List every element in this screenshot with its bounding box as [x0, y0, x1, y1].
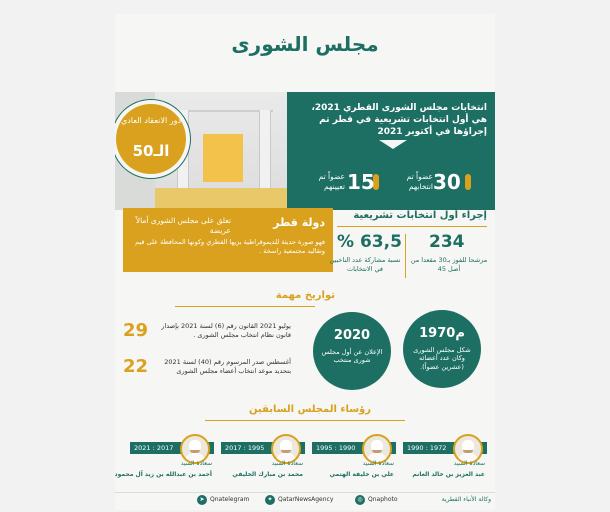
pill-icon — [465, 174, 471, 190]
president-name: عبد العزيز بن خالد الغانم — [412, 471, 485, 478]
footer — [115, 492, 495, 510]
timeline-circle — [403, 310, 481, 388]
session-label: دور الانعقاد العادي — [120, 116, 182, 125]
appointed-count: 15 — [347, 170, 375, 194]
elected-label: عضواً تم انتخابهم — [406, 172, 433, 191]
instagram-icon[interactable]: ◎ — [355, 495, 365, 505]
president-title: سعادة السيد — [180, 460, 212, 467]
session-badge — [116, 104, 186, 174]
date-day: 29 — [123, 320, 149, 341]
twitter-handle[interactable]: QatarNewsAgency — [278, 496, 334, 503]
president-card — [115, 434, 214, 484]
twitter-icon[interactable]: ✦ — [265, 495, 275, 505]
president-years: 2017 : 2021 — [134, 444, 174, 452]
president-card — [221, 434, 305, 484]
date-row — [123, 318, 293, 346]
page-title: مجلس الشورى — [231, 32, 379, 56]
appointed-label: عضواً تم تعيينهم — [318, 172, 345, 191]
dates-title: تواريخ مهمة — [275, 290, 335, 301]
president-name: محمد بن مبارك الخليفي — [232, 471, 303, 478]
divider — [337, 226, 487, 227]
telegram-icon[interactable]: ➤ — [197, 495, 207, 505]
divider — [405, 234, 406, 278]
candidates-label: مرشحا للفوز بـ30 مقعدا من أصل 45 — [410, 256, 488, 273]
date-text: يوليو 2021 القانون رقم (6) لسنة 2021 بإصدار قانون نظام انتخاب مجلس الشورى . — [161, 322, 291, 339]
date-row — [123, 354, 293, 382]
president-years: 1972 : 1990 — [407, 444, 447, 452]
circle-label: شكل مجلس الشورى وكان عدد أعضائه (عشرين عضواً). — [413, 346, 471, 371]
hero-panel — [287, 92, 495, 210]
first-election-title: إجراء أول انتخابات تشريعية — [353, 210, 487, 221]
divider — [205, 420, 405, 421]
state-card — [123, 208, 333, 272]
date-day: 22 — [123, 356, 149, 377]
date-text: أغسطس صدر المرسوم رقم (40) لسنة 2021 بتحديد موعد انتخاب أعضاء مجلس الشورى — [164, 358, 291, 375]
infographic-card — [115, 14, 495, 510]
session-number: الـ50 — [132, 142, 170, 160]
turnout-value: 63,5 % — [337, 232, 402, 252]
presidents-title: رؤساء المجلس السابقين — [248, 404, 372, 415]
president-card — [312, 434, 396, 484]
turnout-label: نسبة مشاركة عدد الناخبين في الانتخابات — [329, 256, 401, 273]
elected-count: 30 — [433, 170, 461, 194]
photo-handle[interactable]: Qnaphoto — [368, 496, 398, 503]
state-subheading: تعلق على مجلس الشورى أمالاً عريضة — [135, 216, 231, 235]
president-name: علي بن خليفة الهتمي — [329, 471, 394, 478]
chevron-down-icon — [379, 140, 407, 149]
telegram-handle[interactable]: Qnatelegram — [210, 496, 250, 503]
president-card — [403, 434, 487, 484]
president-years: 1990 : 1995 — [316, 444, 356, 452]
circle-year: 1970م — [419, 326, 465, 341]
hero-headline: انتخابات مجلس الشورى القطري 2021، هي أول انتخابات تشريعية في قطر تم إجراؤها في أكتوبر 2021 — [311, 103, 487, 138]
state-body: فهو صورة حديثة للديموقراطية بزيها القطري وكونها المحافظة على قيم وتقاليد مجتمعية راسخة . — [135, 238, 325, 255]
candidates-count: 234 — [429, 232, 465, 252]
qna-logo: وكالة الأنباء القطرية — [441, 496, 491, 503]
president-title: سعادة السيد — [271, 460, 303, 467]
president-years: 1995 : 2017 — [225, 444, 265, 452]
president-name: أحمد بن عبدالله بن زيد آل محمود — [115, 471, 212, 478]
president-title: سعادة السيد — [362, 460, 394, 467]
divider — [175, 306, 315, 307]
president-title: سعادة السيد — [453, 460, 485, 467]
state-heading: دولة قطر — [273, 216, 325, 229]
circle-label: الإعلان عن أول مجلس شورى منتخب — [321, 348, 383, 365]
timeline-circle — [313, 312, 391, 390]
circle-year: 2020 — [333, 328, 371, 343]
